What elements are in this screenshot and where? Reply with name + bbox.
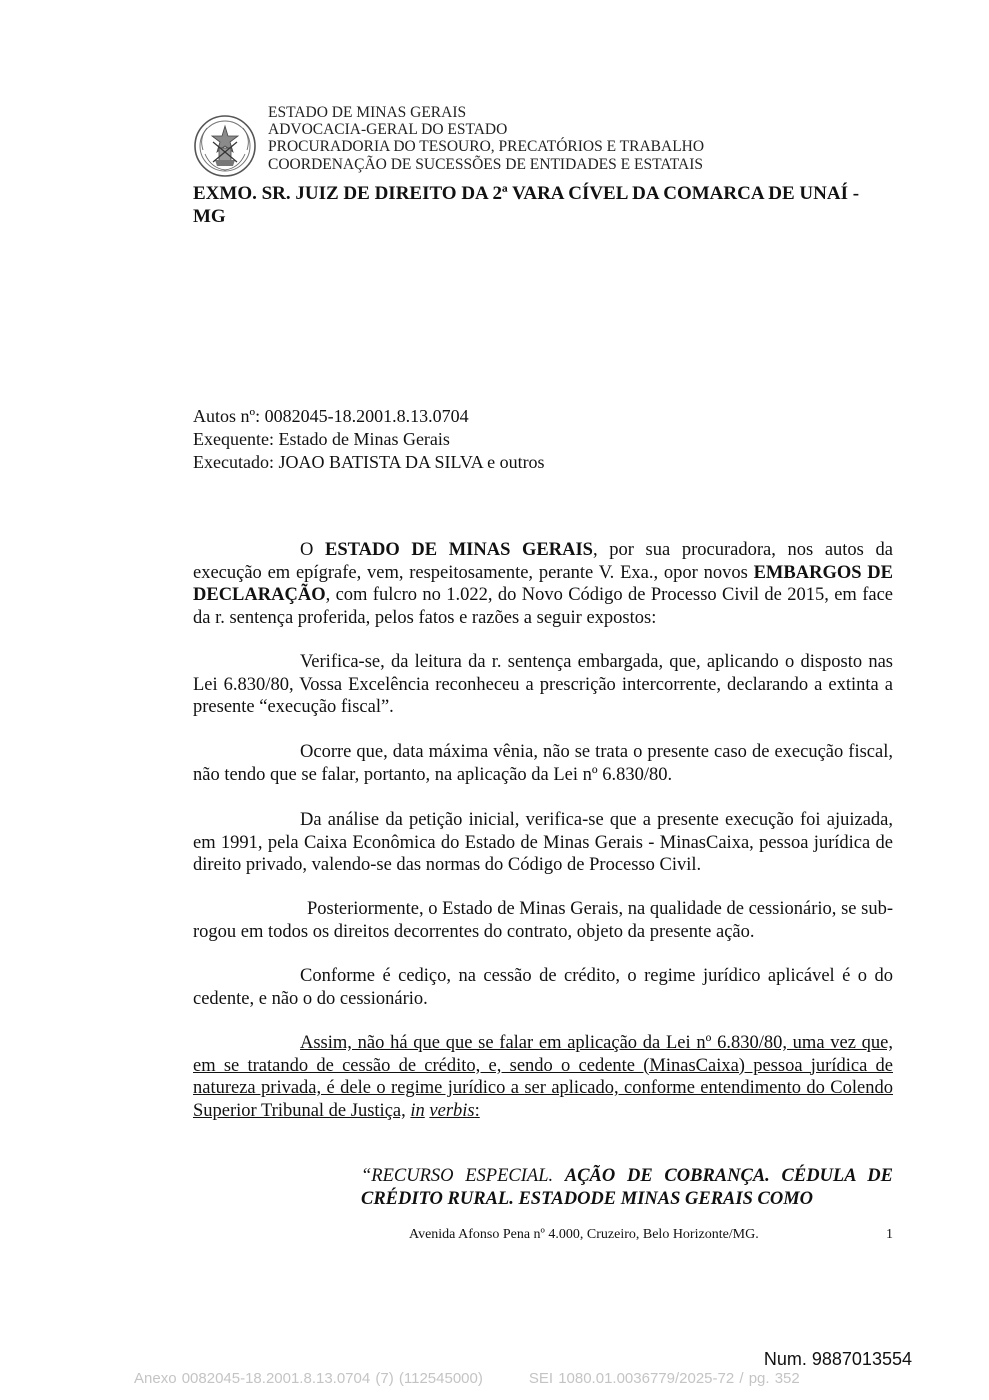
- letterhead-line: PROCURADORIA DO TESOURO, PRECATÓRIOS E TRABALHO: [268, 138, 705, 156]
- text-run: , com fulcro no 1.022, do Novo Código de Processo Civil de 2015, em face da r. sentença proferida, pelos fatos e razões a seguir expostos:: [193, 585, 893, 628]
- text-run: , por sua procuradora, nos autos da execução em epígrafe, vem, respeitosamente, perante V. Exa., opor novos: [193, 540, 893, 583]
- paragraph: Posteriormente, o Estado de Minas Gerais, na qualidade de cessionário, se sub-rogou em todos os direitos decorrentes do contrato, objeto da presente ação.: [193, 899, 893, 942]
- case-plaintiff: Exequente: Estado de Minas Gerais: [193, 429, 450, 449]
- letterhead-line: ESTADO DE MINAS GERAIS: [268, 104, 467, 121]
- paragraph: Da análise da petição inicial, verifica-se que a presente execução foi ajuizada, em 1991, pela Caixa Econômica do Estado de Minas Gerais - MinasCaixa, pessoa jurídica de direito privado, valendo-se das normas do Código de Processo Civil.: [193, 810, 893, 876]
- page-number: 1: [886, 1227, 893, 1242]
- addressee-heading: EXMO. SR. JUIZ DE DIREITO DA 2ª VARA CÍVEL DA COMARCA DE UNAÍ - MG: [193, 183, 860, 227]
- motion-title: EMBARGOS DE DECLARAÇÃO: [193, 562, 893, 606]
- case-defendant: Executado: JOAO BATISTA DA SILVA e outros: [193, 452, 545, 472]
- paragraph: Verifica-se, da leitura da r. sentença embargada, que, aplicando o disposto nas Lei 6.830/80, Vossa Excelência reconheceu a prescrição intercorrente, declarando a extinta a presente “execução fiscal”.: [193, 652, 893, 718]
- case-number: Autos nº: 0082045-18.2001.8.13.0704: [193, 406, 469, 426]
- quote-text: “RECURSO ESPECIAL.: [361, 1166, 565, 1186]
- coat-of-arms-icon: [193, 114, 257, 178]
- italic-term: in: [410, 1100, 425, 1121]
- paragraph: Conforme é cediço, na cessão de crédito, o regime jurídico aplicável é o do cedente, e não o do cessionário.: [193, 966, 893, 1009]
- annex-ref: Anexo 0082045-18.2001.8.13.0704 (7) (112545000): [134, 1370, 483, 1387]
- quote-text-bold: AÇÃO DE COBRANÇA. CÉDULA DE CRÉDITO RURAL. ESTADODE MINAS GERAIS COMO: [361, 1166, 893, 1209]
- letterhead-line: ADVOCACIA-GERAL DO ESTADO: [268, 121, 508, 139]
- case-law-quote: [361, 1165, 893, 1211]
- sei-ref: SEI 1080.01.0036779/2025-72 / pg. 352: [528, 1370, 800, 1387]
- annex-stamp: [134, 1370, 800, 1387]
- paragraph-intro: [193, 539, 893, 629]
- text-run: O: [300, 540, 326, 560]
- italic-term: verbis: [429, 1100, 475, 1121]
- letterhead: [268, 104, 704, 173]
- letterhead-line: COORDENAÇÃO DE SUCESSÕES DE ENTIDADES E ESTATAIS: [268, 155, 703, 173]
- paragraph-underlined: [193, 1032, 893, 1122]
- paragraph: Ocorre que, data máxima vênia, não se trata o presente caso de execução fiscal, não tendo que se falar, portanto, na aplicação da Lei nº 6.830/80.: [193, 742, 893, 785]
- party-name: ESTADO DE MINAS GERAIS: [325, 540, 593, 560]
- text-run: :: [474, 1100, 480, 1121]
- case-info: [193, 405, 545, 474]
- document-id-stamp: Num. 9887013554: [763, 1349, 912, 1369]
- footer-address: Avenida Afonso Pena nº 4.000, Cruzeiro, Belo Horizonte/MG.: [409, 1227, 759, 1242]
- underlined-text: Assim, não há que que se falar em aplicação da Lei nº 6.830/80, uma vez que, em se tratando de cessão de crédito, e, sendo o cedente (MinasCaixa) pessoa jurídica de natureza privada, é dele o regime jurídico a ser aplicado, conforme entendimento do Colendo Superior Tribunal de Justiça,: [193, 1033, 893, 1121]
